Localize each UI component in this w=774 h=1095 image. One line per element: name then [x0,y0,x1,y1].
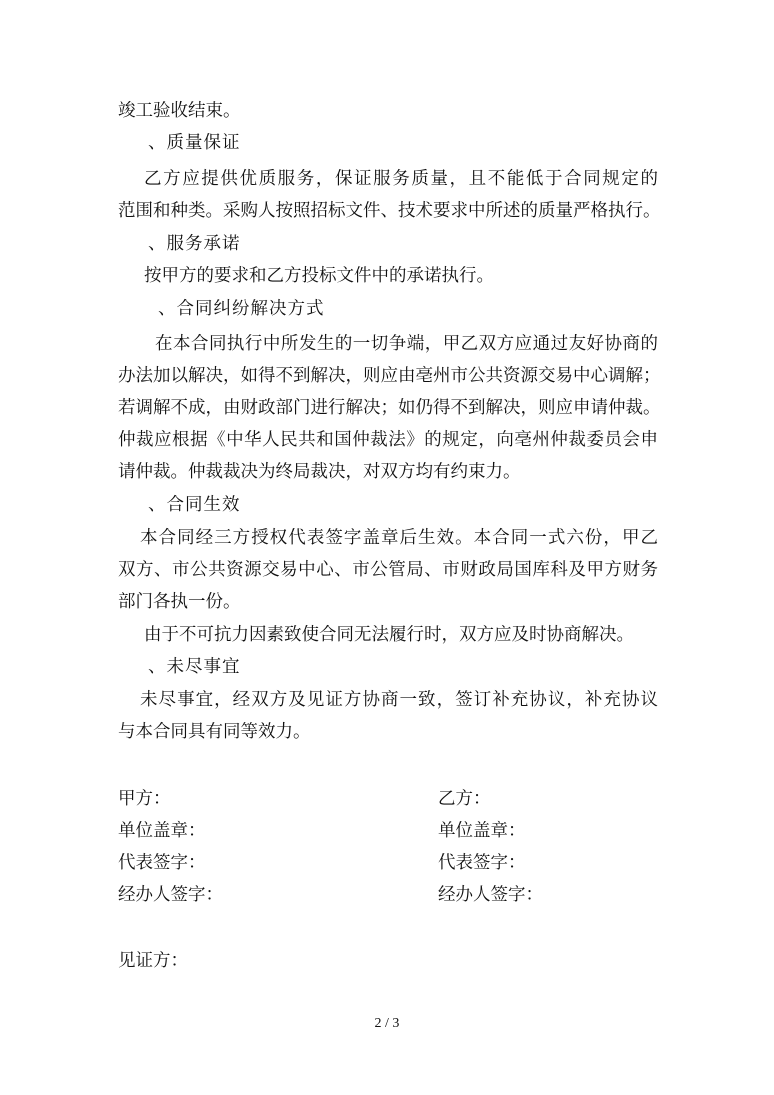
party-a-handler-signature: 经办人签字： [118,885,223,905]
paragraph-line: 按甲方的要求和乙方投标文件中的承诺执行。 [144,266,494,286]
paragraph-line: 办法加以解决，如得不到解决，则应由亳州市公共资源交易中心调解； [118,366,661,386]
paragraph-line: 在本合同执行中所发生的一切争端，甲乙双方应通过友好协商的 [155,334,658,354]
witness-label: 见证方： [118,951,188,971]
party-b-seal: 单位盖章： [438,821,526,841]
paragraph-line: 乙方应提供优质服务，保证服务质量，且不能低于合同规定的 [144,169,658,189]
paragraph-line: 请仲裁。仲裁裁决为终局裁决，对双方均有约束力。 [118,462,521,482]
party-a-seal: 单位盖章： [118,821,206,841]
paragraph-line: 由于不可抗力因素致使合同无法履行时，双方应及时协商解决。 [144,625,634,645]
section-heading-quality: 、质量保证 [148,133,241,153]
paragraph-line: 范围和种类。采购人按照招标文件、技术要求中所述的质量严格执行。 [118,201,661,221]
page-number: 2 / 3 [374,1016,400,1031]
paragraph-line: 双方、市公共资源交易中心、市公管局、市财政局国库科及甲方财务 [118,560,658,580]
paragraph-line: 与本合同具有同等效力。 [118,722,311,742]
paragraph-line: 本合同经三方授权代表签字盖章后生效。本合同一式六份，甲乙 [140,528,658,548]
party-a-rep-signature: 代表签字： [118,853,206,873]
section-heading-misc: 、未尽事宜 [148,657,241,677]
paragraph-line: 仲裁应根据《中华人民共和国仲裁法》的规定，向亳州仲裁委员会申 [118,430,658,450]
section-heading-effect: 、合同生效 [148,495,241,515]
paragraph-line: 部门各执一份。 [118,592,241,612]
paragraph-line: 竣工验收结束。 [118,101,241,121]
paragraph-line: 未尽事宜，经双方及见证方协商一致，签订补充协议，补充协议 [140,690,658,710]
party-a-label: 甲方： [118,789,171,809]
party-b-handler-signature: 经办人签字： [438,885,543,905]
party-b-label: 乙方： [438,789,491,809]
paragraph-line: 若调解不成，由财政部门进行解决；如仍得不到解决，则应申请仲裁。 [118,398,661,418]
section-heading-service: 、服务承诺 [148,234,241,254]
party-b-rep-signature: 代表签字： [438,853,526,873]
section-heading-dispute: 、合同纠纷解决方式 [158,299,325,319]
